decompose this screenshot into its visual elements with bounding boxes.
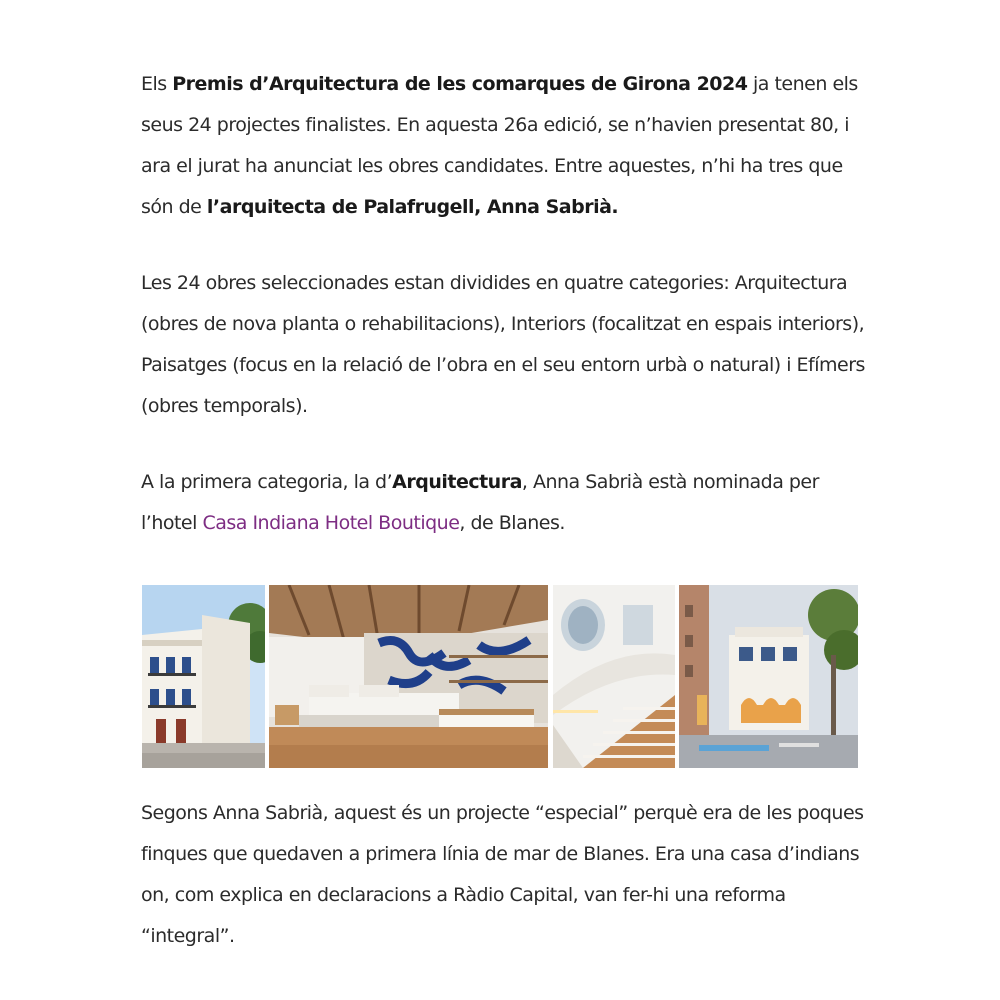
- hotel-square-photo[interactable]: [679, 585, 858, 768]
- nomination-text-2: , Anna Sabrià està nominada per l’hotel: [141, 471, 819, 534]
- hotel-bedroom-photo[interactable]: [269, 585, 548, 768]
- hotel-facade-photo[interactable]: [142, 585, 265, 768]
- photo-gallery: [142, 585, 858, 768]
- award-name: Premis d’Arquitectura de les comarques de Girona 2024: [172, 73, 748, 95]
- nomination-text-3: , de Blanes.: [459, 512, 565, 534]
- article-body: [141, 64, 865, 579]
- hotel-link[interactable]: Casa Indiana Hotel Boutique: [202, 512, 460, 534]
- nomination-text-1: A la primera categoria, la d’: [141, 471, 393, 493]
- category-name: Arquitectura: [392, 471, 522, 493]
- intro-text-2: ja tenen els seus 24 projectes finalistes. En aquesta 26a edició, se n’havien presentat 80, i ara el jurat ha anunciat les obres candidates. Entre aquestes, n’hi ha tres que són de: [141, 73, 858, 218]
- paragraph-project-description: Segons Anna Sabrià, aquest és un projecte “especial” perquè era de les poques finques que quedaven a primera línia de mar de Blanes. Era una casa d’indians on, com explica en declaracions a Ràdio Capital, van fer-hi una reforma “integral”.: [141, 802, 864, 947]
- paragraph-categories: Les 24 obres seleccionades estan dividides en quatre categories: Arquitectura (obres de nova planta o rehabilitacions), Interiors (focalitzat en espais interiors), Paisatges (focus en la relació de l’obra en el seu entorn urbà o natural) i Efímers (obres temporals).: [141, 272, 865, 417]
- architect-name: l’arquitecta de Palafrugell, Anna Sabrià.: [206, 196, 619, 218]
- hotel-staircase-photo[interactable]: [553, 585, 675, 768]
- paragraph-intro: [141, 64, 865, 228]
- paragraph-nomination: [141, 462, 865, 544]
- intro-text-1: Els: [141, 73, 173, 95]
